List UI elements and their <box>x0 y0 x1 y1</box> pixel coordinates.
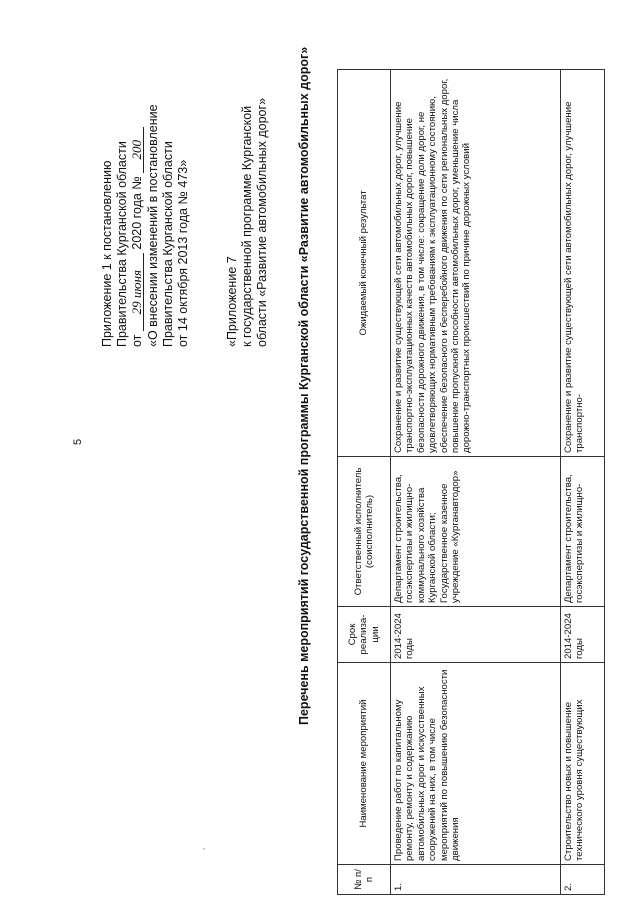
header-date-day: 29 июня <box>130 253 144 331</box>
header-result: Ожидаемый конечный результат <box>338 70 391 457</box>
header-line-5: Правительства Курганской области <box>160 141 175 347</box>
appendix-line-1: «Приложение 7 <box>225 256 239 347</box>
header-doc-number: 200 <box>130 127 144 173</box>
header-date-prefix: от <box>130 334 145 347</box>
measures-table <box>337 69 605 895</box>
header-date-line <box>130 104 145 347</box>
header-date-mid: 2020 года № <box>130 176 145 250</box>
header-term: Срок реализа-ции <box>338 607 391 663</box>
header-name: Наименование мероприятий <box>338 663 391 865</box>
row-2-result: Сохранение и развитие существующей сети автомобильных дорог, улучшение транспортно- <box>561 70 605 457</box>
header-num: № п/п <box>338 865 391 895</box>
table-header-row <box>338 70 391 895</box>
row-2-term: 2014-2024 годы <box>561 607 605 663</box>
row-1-name: Проведение работ по капитальному ремонту, ремонту и содержанию автомобильных дорог и искусственных сооружений на них, в том числе мероприятий по повышению безопасности движения <box>391 663 561 865</box>
appendix-line-2: к государственной программе Курганской <box>240 105 255 347</box>
header-line-4: «О внесении изменений в постановление <box>145 104 160 347</box>
row-2-name: Строительство новых и повышение технического уровня существующих <box>561 663 605 865</box>
header-line-2: Правительства Курганской области <box>115 141 130 347</box>
row-1-executor: Департамент строительства, госэкспертизы и жилищно-коммунального хозяйства Курганской области; Государственное казенное учреждение «Курганавтодор» <box>391 457 561 607</box>
appendix-block <box>225 98 271 347</box>
table-row <box>561 70 605 895</box>
header-line-1: Приложение 1 к постановлению <box>100 160 114 347</box>
row-1-result: Сохранение и развитие существующей сети автомобильных дорог, улучшение транспортно-эксплуатационных качеств автомобильных дорог, повышение безопасности дорожного движения, в том числе: сокращение доли дорог, не удовлетворяющих нормативным требованиям к эксплуатационному состоянию, обеспечение безопасного и бесперебойного движения по сети региональных дорог, повышение пропускной способности автомобильных дорог, уменьшение числа дорожно-транспортных происшествий по причине дорожных условий <box>391 70 561 457</box>
header-line-6: от 14 октября 2013 года № 473» <box>176 159 191 347</box>
header-block <box>100 104 191 347</box>
row-2-executor: Департамент строительства, госэкспертизы и жилищно- <box>561 457 605 607</box>
page-number: 5 <box>72 438 84 445</box>
row-2-num: 2. <box>561 865 605 895</box>
document-title: Перечень мероприятий государственной программы Курганской области «Развитие автомобильных дорог» <box>297 46 311 725</box>
appendix-line-3: области «Развитие автомобильных дорог» <box>255 97 270 347</box>
row-1-num: 1. <box>391 865 561 895</box>
header-executor: Ответственный исполнитель (соисполнитель) <box>338 457 391 607</box>
table-row <box>391 70 561 895</box>
row-1-term: 2014-2024 годы <box>391 607 561 663</box>
